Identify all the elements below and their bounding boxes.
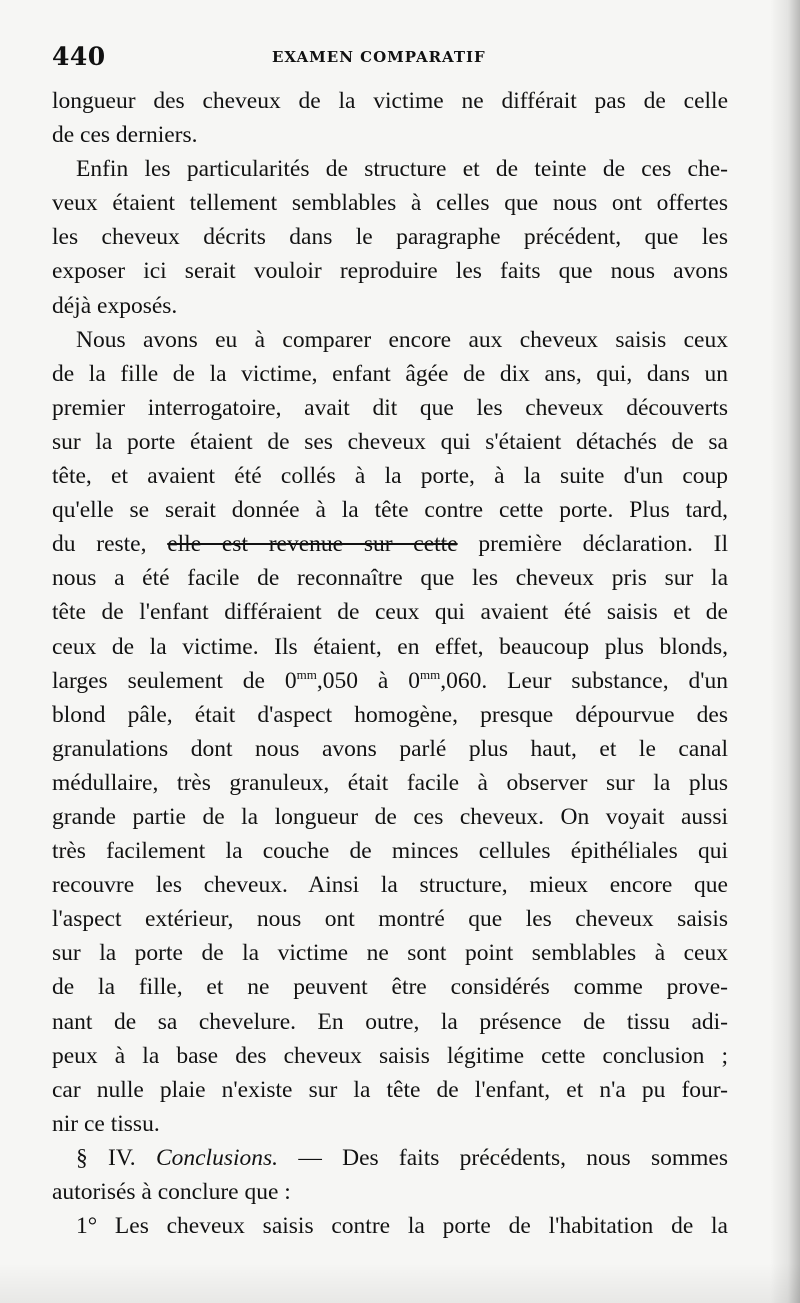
text-fragment: — Des faits précédents, nous sommes: [278, 1144, 728, 1171]
text-line: sur la porte de la victime ne sont point semblables à ceux: [52, 940, 728, 967]
text-fragment: larges seulement de 0: [52, 667, 297, 694]
text-line: grande partie de la longueur de ces cheveux. On voyait aussi: [52, 803, 728, 830]
section-number: § IV.: [76, 1144, 156, 1171]
text-line: longueur des cheveux de la victime ne différait pas de celle: [52, 88, 728, 114]
text-line: nous a été facile de reconnaître que les cheveux pris sur la: [52, 565, 728, 592]
text-fragment: première déclaration. Il: [457, 531, 728, 558]
section-heading-line: [52, 1141, 728, 1175]
text-line: ceux de la victime. Ils étaient, en effet, beaucoup plus blonds,: [52, 633, 728, 660]
text-line: très facilement la couche de minces cellules épithéliales qui: [52, 838, 728, 865]
text-line-with-strikethrough: [52, 527, 728, 561]
unit-superscript: mm: [419, 666, 441, 682]
text-line: médullaire, très granuleux, était facile à observer sur la plus: [52, 769, 728, 796]
text-line: tête de l'enfant différaient de ceux qui avaient été saisis et de: [52, 599, 728, 626]
running-head: [52, 42, 732, 74]
text-line: blond pâle, était d'aspect homogène, presque dépourvue des: [52, 701, 728, 728]
text-line: car nulle plaie n'existe sur la tête de l'enfant, et n'a pu four-: [52, 1076, 728, 1103]
struck-text: elle est revenue sur cette: [167, 531, 458, 558]
text-line: 1° Les cheveux saisis contre la porte de l'habitation de la: [76, 1213, 728, 1240]
text-line: les cheveux décrits dans le paragraphe précédent, que les: [52, 224, 728, 251]
text-line: déjà exposés.: [52, 292, 178, 319]
page-bottom-shade: [0, 1263, 800, 1303]
text-line-with-units: [52, 664, 728, 698]
text-line: veux étaient tellement semblables à celles que nous ont offertes: [52, 190, 728, 217]
page-edge-shadow: [770, 0, 800, 1303]
text-line: qu'elle se serait donnée à la tête contre cette porte. Plus tard,: [52, 497, 728, 524]
text-line: autorisés à conclure que :: [52, 1179, 291, 1205]
text-line: granulations dont nous avons parlé plus haut, et le canal: [52, 735, 728, 762]
text-line: de ces derniers.: [52, 122, 198, 149]
text-line: Enfin les particularités de structure et de teinte de ces che-: [76, 156, 728, 183]
running-title: EXAMEN COMPARATIF: [272, 48, 486, 66]
text-line: peux à la base des cheveux saisis légitime cette conclusion ;: [52, 1042, 728, 1069]
text-line: recouvre les cheveux. Ainsi la structure, mieux encore que: [52, 872, 728, 899]
text-fragment: ,050 à 0: [316, 667, 420, 694]
text-line: nant de sa chevelure. En outre, la présence de tissu adi-: [52, 1008, 728, 1035]
section-title: Conclusions.: [155, 1144, 279, 1171]
text-fragment: du reste,: [52, 531, 168, 558]
unit-superscript: mm: [296, 666, 317, 682]
text-line: nir ce tissu.: [52, 1110, 160, 1137]
text-line: Nous avons eu à comparer encore aux cheveux saisis ceux: [76, 326, 728, 353]
text-line: exposer ici serait vouloir reproduire les faits que nous avons: [52, 258, 728, 285]
text-fragment: ,060. Leur substance, d'un: [440, 667, 728, 694]
text-line: tête, et avaient été collés à la porte, à la suite d'un coup: [52, 463, 728, 490]
text-line: de la fille, et ne peuvent être considérés comme prove-: [52, 974, 728, 1001]
text-line: sur la porte étaient de ses cheveux qui s'étaient détachés de sa: [52, 428, 728, 455]
text-line: de la fille de la victime, enfant âgée de dix ans, qui, dans un: [52, 360, 728, 387]
page-number: 440: [52, 42, 106, 71]
text-line: l'aspect extérieur, nous ont montré que les cheveux saisis: [52, 906, 728, 933]
body-text: [52, 84, 728, 1243]
text-line: premier interrogatoire, avait dit que les cheveux découverts: [52, 394, 728, 421]
